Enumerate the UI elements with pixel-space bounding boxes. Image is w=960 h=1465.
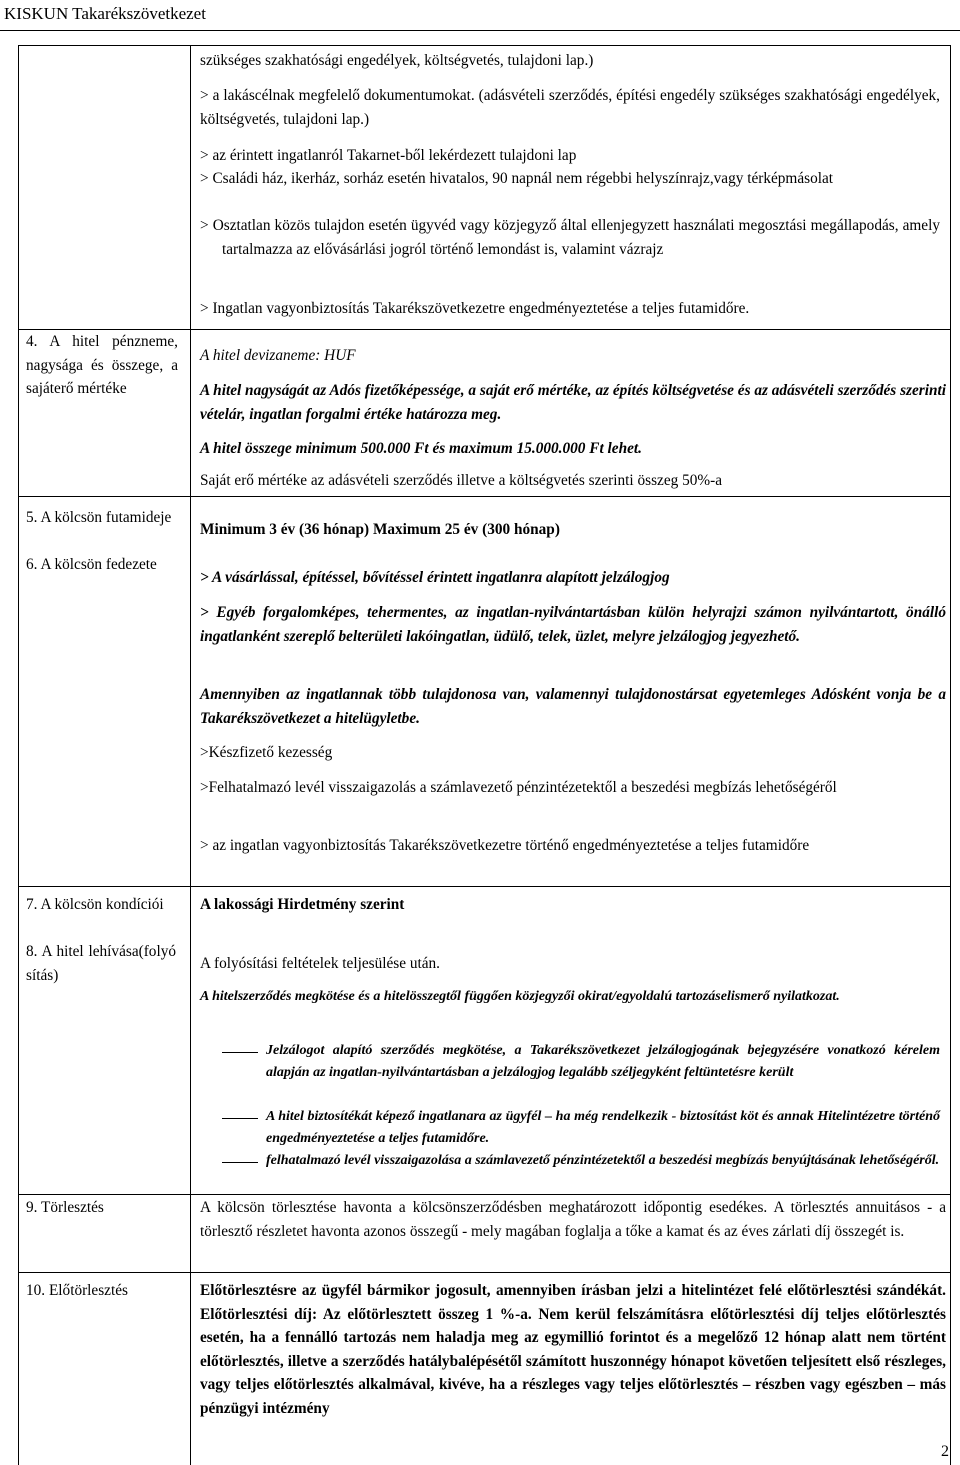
prepayment-text: Előtörlesztésre az ügyfél bármikor jogosult, amennyiben írásban jelzi a hitelintézet felé előtörlesztési szándékát. Előtörlesztési díj: Az előtörlesztett összeg 1 %-a. Nem kerül felszámításra előtörlesztési díj teljes előtörlesztés esetén, ha a fennálló tartozás nem haladja meg az egymillió forintot és a megelőző 12 hónap alatt nem történt előtörlesztés, illetve a szerződés hatálybalépésétől számított huszonnégy hónapot követően teljesített első részleges, vagy teljes előtörlesztés alkalmával, kivéve, ha a részleges vagy teljes előtörlesztés – részben vagy egészben – más pénzügyi intézmény: [200, 1282, 946, 1417]
collateral-authorization: >Felhatalmazó levél visszaigazolás a számlavezető pénzintézetektől a beszedési megbízás lehetőségéről: [200, 779, 837, 796]
doc-paragraph: > Ingatlan vagyonbiztosítás Takarékszövetkezetre engedményeztetése a teljes futamidőre.: [200, 300, 750, 317]
doc-paragraph: > az érintett ingatlanról Takarnet-ből lekérdezett tulajdoni lap: [200, 147, 577, 164]
bullet-dash: [222, 1052, 258, 1053]
row-divider-s10: [18, 1272, 951, 1273]
table-column-divider: [190, 45, 191, 1465]
doc-paragraph: szükséges szakhatósági engedélyek, költségvetés, tulajdoni lap.): [200, 52, 594, 69]
disbursement-bullet: A hitel biztosítékát képező ingatlanara az ügyfél – ha még rendelkezik - biztosítást köt és annak Hitelintézetre történő engedményeztetése a teljes futamidőre.: [266, 1109, 940, 1146]
section-7-label: 7. A kölcsön kondíciói: [26, 896, 164, 913]
table-border-left: [18, 45, 19, 1465]
loan-amount-description: A hitel nagyságát az Adós fizetőképessége, a saját erő mértéke, az építés költségvetése és az adásvételi szerződés szerinti vételár, ingatlan forgalmi értéke határozza meg.: [200, 382, 946, 423]
section-10-label: 10. Előtörlesztés: [26, 1282, 128, 1299]
doc-paragraph: > a lakáscélnak megfelelő dokumentumokat. (adásvételi szerződés, építési engedély szükséges szakhatósági engedélyek, költségvetés, tulajdoni lap.): [200, 87, 940, 128]
disbursement-notary: A hitelszerződés megkötése és a hitelösszegtől függően közjegyzői okirat/egyoldalú tartozáselismerő nyilatkozat.: [200, 989, 840, 1004]
collateral-mortgage: > A vásárlással, építéssel, bővítéssel érintett ingatlanra alapított jelzálogjog: [200, 569, 670, 586]
loan-term: Minimum 3 év (36 hónap) Maximum 25 év (300 hónap): [200, 521, 560, 538]
own-contribution: Saját erő mértéke az adásvételi szerződés illetve a költségvetés szerinti összeg 50%-a: [200, 472, 722, 489]
disbursement-bullet: felhatalmazó levél visszaigazolása a számlavezető pénzintézetektől a beszedési megbízás benyújtásának lehetőségéről.: [266, 1153, 940, 1168]
repayment-text: A kölcsön törlesztése havonta a kölcsönszerződésben meghatározott időpontig esedékes. A törlesztés annuitásos - a törlesztő részletet havonta azonos összegű - mely magában foglalja a tőke a kamat és az éves zárlati díj összegét is.: [200, 1199, 946, 1240]
collateral-insurance: > az ingatlan vagyonbiztosítás Takarékszövetkezetre történő engedményeztetése a teljes futamidőre: [200, 837, 810, 854]
section-5-label: 5. A kölcsön futamideje: [26, 509, 172, 526]
row-divider-s5: [18, 496, 951, 497]
doc-paragraph: > Osztatlan közös tulajdon esetén ügyvéd vagy közjegyző által ellenjegyzett használati megosztási megállapodás, amely tartalmazza az elővásárlási jogról történő lemondást is, valamint vázrajz: [200, 217, 940, 258]
page-number: 2: [941, 1443, 949, 1460]
row-divider-s9: [18, 1194, 951, 1195]
conditions-text: A lakossági Hirdetmény szerint: [200, 896, 405, 913]
bullet-dash: [222, 1162, 258, 1163]
doc-paragraph: > Családi ház, ikerház, sorház esetén hivatalos, 90 napnál nem régebbi helyszínrajz,vagy térképmásolat: [200, 170, 834, 187]
bullet-dash: [222, 1118, 258, 1119]
section-9-label: 9. Törlesztés: [26, 1199, 104, 1216]
section-4-label: 4. A hitel pénzneme, nagysága és összege, a sajáterő mértéke: [26, 333, 178, 397]
section-6-label: 6. A kölcsön fedezete: [26, 556, 157, 573]
collateral-guarantee: >Készfizető kezesség: [200, 744, 333, 761]
collateral-other-property: > Egyéb forgalomképes, tehermentes, az ingatlan-nyilvántartásban külön helyrajzi számon nyilvántartott, önálló ingatlanként szereplő belterületi lakóingatlan, üdülő, telek, üzlet, melyre jelzálogjog jegyezhető.: [200, 604, 946, 645]
table-border-right: [950, 45, 951, 1465]
page-header: [0, 0, 960, 31]
table-border-top: [18, 45, 951, 46]
disbursement-text: A folyósítási feltételek teljesülése után.: [200, 955, 441, 972]
header-title: KISKUN Takarékszövetkezet: [4, 4, 206, 23]
collateral-co-owners: Amennyiben az ingatlannak több tulajdonosa van, valamennyi tulajdonostársat egyetemleges Adósként vonja be a Takarékszövetkezet a hitelügyletbe.: [200, 686, 946, 727]
currency-line: A hitel devizaneme: HUF: [200, 347, 356, 364]
row-divider-s7: [18, 886, 951, 887]
loan-amount-range: A hitel összege minimum 500.000 Ft és maximum 15.000.000 Ft lehet.: [200, 440, 642, 457]
section-8-label: 8. A hitel lehívása(folyósítás): [26, 943, 176, 984]
disbursement-bullet: Jelzálogot alapító szerződés megkötése, a Takarékszövetkezet jelzálogjogának bejegyzésére vonatkozó kérelem alapján az ingatlan-nyilvántartásban a jelzálogjog legalább széljegyként feltüntetésre került: [266, 1043, 940, 1080]
